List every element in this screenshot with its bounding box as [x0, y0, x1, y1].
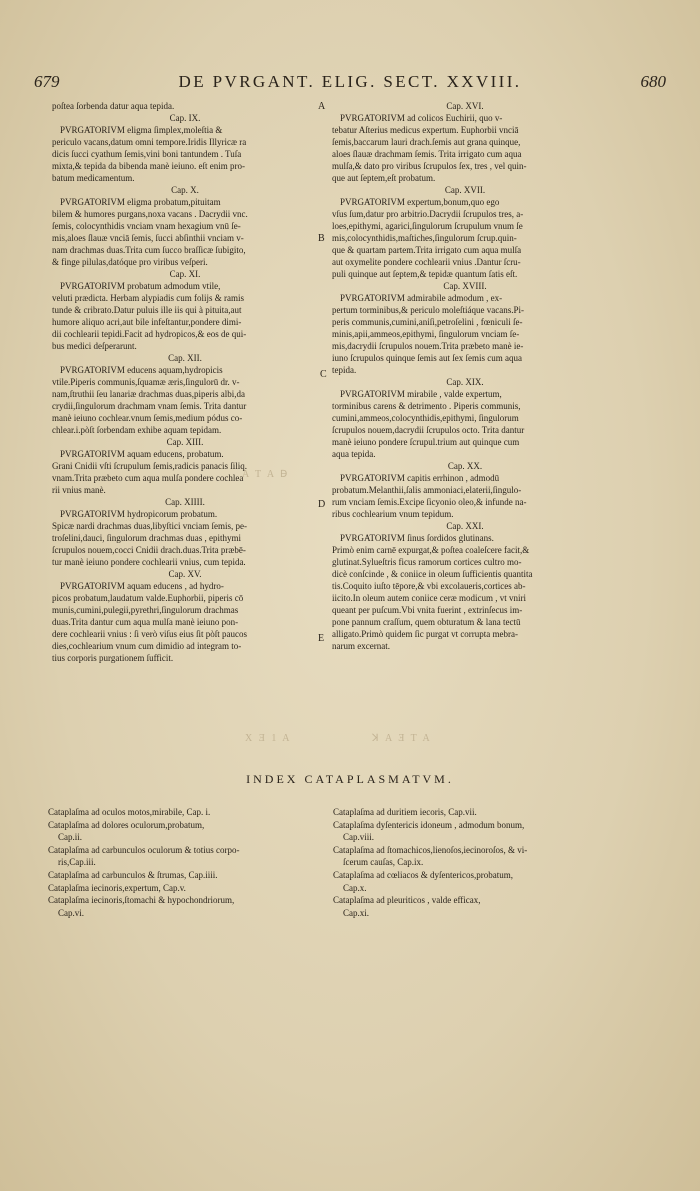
- index-right-column: [333, 806, 595, 919]
- text-line: rii vnius manè.: [52, 485, 106, 495]
- text-line: mis,colocynthidis,maſtiches,ſingulorum ſcrup.quin-: [332, 233, 517, 243]
- chapter-text: [52, 364, 318, 436]
- chapter-block: [52, 352, 318, 436]
- index-entry: Cataplaſma ad cœliacos & dyſentericos,probatum,: [333, 869, 513, 880]
- margin-letter-e: E: [318, 633, 325, 644]
- text-line: bilem & humores purgans,noxa vacans . Dacrydii vnc.: [52, 209, 248, 219]
- chapter-heading: Cap. XXI.: [446, 521, 484, 531]
- index-entry: Cataplaſma ad pleuriticos , valde efficax,: [333, 895, 481, 906]
- text-line: periculo vacans,datum omni tempore.Iridis Illyricæ ra: [52, 137, 247, 147]
- index-entry: Cataplaſma dyſentericis idoneum , admodum bonum,: [333, 819, 525, 830]
- text-line: PVRGATORIVM expertum,bonum,quo ego: [340, 197, 500, 207]
- index-entry: Cataplaſma ad carbunculos oculorum & totius corpo-: [48, 844, 240, 855]
- index-left-column: [48, 806, 310, 919]
- text-line: mixta,& tepida da bibenda manè ieiuno. eſt enim pro-: [52, 161, 245, 171]
- text-line: dicè conſcinde , & coniice in oleum ſufficientis quantita: [332, 569, 533, 579]
- bleed-through-text: A T A Ꟈ: [242, 469, 290, 480]
- chapter-text: [52, 580, 318, 664]
- text-line: munis,cumini,pulegii,pyrethri,ſingulorum drachmas: [52, 605, 239, 615]
- text-line: peris communis,cumini,aniſi,petroſelini , fœniculi ſe-: [332, 317, 523, 327]
- text-line: pertum torminibus,& periculo moleſtiáque vacans.Pi-: [332, 305, 524, 315]
- text-line: iuno ſcrupulos quinque ſemis aut ſex ſemis cum aqua: [332, 353, 522, 363]
- margin-letter-d: D: [318, 499, 326, 510]
- text-line: PVRGATORIVM ſinus ſordidos glutinans.: [340, 533, 494, 543]
- chapter-block: [332, 460, 598, 520]
- text-line: Primò enim carnē expurgat,& poſtea coaleſcere facit,&: [332, 545, 530, 555]
- text-line: narum excernat.: [332, 641, 390, 651]
- text-line: PVRGATORIVM eligma probatum,pituitam: [60, 197, 221, 207]
- text-line: manè ieiuno cochlear.vnum ſemis,medium pódus co-: [52, 413, 243, 423]
- chapter-heading: Cap. XVII.: [444, 185, 486, 195]
- index-entry: Cap.x.: [343, 882, 367, 893]
- text-line: tur manè ieiuno pondere cochlearii vnius, cum tepida.: [52, 557, 246, 567]
- chapter-text: [332, 196, 598, 280]
- chapter-heading: Cap. XX.: [447, 461, 483, 471]
- text-line: ſcrupulos nouem,cocci Cnidii drach.duas.Trita præbē-: [52, 545, 246, 555]
- text-line: cumini,ammeos,colocynthidis,epithymi, ſingulorum: [332, 413, 519, 423]
- index-entry: Cataplaſma ad ſtomachicos,lienoſos,iecinoroſos, & vi-: [333, 844, 528, 855]
- text-line: mis,aloes ſlauæ vnciā ſemis, ſucci abſinthii vnciam v-: [52, 233, 244, 243]
- running-head: DE PVRGANT. ELIG. SECT. XXVIII.: [178, 72, 522, 91]
- text-line: PVRGATORIVM eligma ſimplex,moleſtia &: [60, 125, 223, 135]
- chapter-heading: Cap. XVIII.: [443, 281, 487, 291]
- text-line: pone pannum craſſum, quem obturatum & lana tectū: [332, 617, 521, 627]
- text-line: humore aliquo acri,aut bile infeſtantur,pondere dimi-: [52, 317, 242, 327]
- text-line: vtile.Piperis communis,ſquamæ æris,ſingulorū dr. v-: [52, 377, 240, 387]
- text-line: rum vnciam ſemis.Excipe ſicyonio oleo,& infunde na-: [332, 497, 527, 507]
- chapter-block: [332, 100, 598, 184]
- text-line: ſemis, colocynthidis vnciam vnam hexagium vnū ſe-: [52, 221, 241, 231]
- chapter-block: [52, 496, 318, 568]
- chapter-text: [332, 532, 598, 652]
- text-line: dere cochlearii vnius : ſi verò viſus eius ſit pòſt paucos: [52, 629, 247, 639]
- chapter-heading: Cap. XIII.: [166, 437, 204, 447]
- text-line: que & quartam partem.Trita irrigato cum aqua mulſa: [332, 245, 522, 255]
- chapter-text: [52, 196, 318, 268]
- text-line: alligato.Primò quidem ſic purgat vt corrupta mebra-: [332, 629, 519, 639]
- text-line: duas.Trita dantur cum aqua mulſa manè ieiuno pon-: [52, 617, 239, 627]
- index-title: INDEX CATAPLASMATVM.: [246, 772, 454, 786]
- right-text-column: [332, 100, 598, 652]
- text-line: ribus cochlearium vnum tepidum.: [332, 509, 454, 519]
- right-page-number: 680: [640, 72, 666, 91]
- text-line: aut oxymelite pondere cochlearii vnius .Dantur ſcru-: [332, 257, 521, 267]
- text-line: PVRGATORIVM capitis errhinon , admodū: [340, 473, 500, 483]
- index-entry: Cap.ii.: [58, 832, 82, 843]
- text-line: mis,dacrydii ſcrupulos nouem.Trita præbeto manè ie-: [332, 341, 524, 351]
- text-line: tunde & cribrato.Datur puluis ille iis qui à pituita,aut: [52, 305, 242, 315]
- chapter-block: [52, 112, 318, 184]
- text-line: crydii,ſingulorum drachmam vnam ſemis. Trita dantur: [52, 401, 247, 411]
- text-line: chlear.i.pòſt ſorbendam exhibe aquam tepidam.: [52, 425, 222, 435]
- chapter-heading: Cap. IX.: [169, 113, 201, 123]
- chapter-heading: Cap. XI.: [169, 269, 201, 279]
- text-line: manè ieiuno pondere ſcrupul.trium aut quinque cum: [332, 437, 520, 447]
- text-line: aloes ſlauæ drachmam ſemis. Trita irrigato cum aqua: [332, 149, 522, 159]
- text-line: PVRGATORIVM aquam educens , ad hydro-: [60, 581, 224, 591]
- text-line: veluti prædicta. Herbam alypiadis cum folijs & ramis: [52, 293, 244, 303]
- opening-line: poſtea ſorbenda datur aqua tepida.: [52, 101, 175, 111]
- left-text-column: [52, 100, 318, 664]
- text-line: ſemis,baccarum lauri drach.ſemis aut grana quinque,: [332, 137, 521, 147]
- text-line: dicis ſucci cyathum ſemis,vini boni tantundem . Tuſa: [52, 149, 242, 159]
- margin-letter-b: B: [318, 233, 325, 244]
- chapter-text: [332, 472, 598, 520]
- text-line: PVRGATORIVM hydropicorum probatum.: [60, 509, 218, 519]
- chapter-heading: Cap. XVI.: [446, 101, 484, 111]
- text-line: dii cochlearii tepidi.Facit ad hydropicos,& eos de qui-: [52, 329, 247, 339]
- text-line: batum medicamentum.: [52, 173, 135, 183]
- chapter-block: [332, 184, 598, 280]
- index-entry: Cataplaſma iecinoris,ſtomachi & hypochondriorum,: [48, 895, 235, 906]
- chapter-text: [52, 448, 318, 496]
- index-entry: Cap.viii.: [343, 832, 374, 843]
- chapter-block: [52, 268, 318, 352]
- chapter-heading: Cap. X.: [171, 185, 199, 195]
- text-line: que aut ſeptem,eſt probatum.: [332, 173, 436, 183]
- text-line: torminibus carens & detrimento . Piperis communis,: [332, 401, 521, 411]
- chapter-heading: Cap. XIIII.: [165, 497, 205, 507]
- chapter-text: [52, 124, 318, 184]
- index-entry: Cataplaſma ad carbunculos & ſtrumas, Cap.iiii.: [48, 869, 218, 880]
- bleed-through-text: X Ǝ 1 A: [245, 733, 292, 744]
- text-line: iicito.In oleum autem coniice ceræ modicum , vt vniri: [332, 593, 526, 603]
- text-line: tis.Coquito iuſto tēpore,& vbi excolaueris,cortices ab-: [332, 581, 526, 591]
- chapter-heading: Cap. XV.: [168, 569, 202, 579]
- index-entry: Cap.vi.: [58, 907, 84, 918]
- text-line: bus medici deſperarunt.: [52, 341, 137, 351]
- chapter-text: [52, 280, 318, 352]
- text-line: loes,epithymi, agarici,ſingulorum ſcrupulum vnum ſe: [332, 221, 523, 231]
- margin-letter-a: A: [318, 101, 326, 112]
- text-line: troſelini,dauci, ſingulorum drachmas duas , epithymi: [52, 533, 241, 543]
- index-entry: Cataplaſma ad duritiem iecoris, Cap.vii.: [333, 807, 477, 817]
- text-line: picos probatum,laudatum valde.Euphorbii, piperis cō: [52, 593, 244, 603]
- chapter-text: [52, 508, 318, 568]
- chapter-text: [332, 112, 598, 184]
- text-line: & finge pilulas,datóque pro viribus veſperi.: [52, 257, 208, 267]
- text-line: probatum.Melanthii,ſalis ammoniaci,elaterii,ſingulo-: [332, 485, 522, 495]
- text-line: mulſa,& dato pro viribus ſcrupulos ſex, tres , vel quin-: [332, 161, 527, 171]
- margin-letter-c: C: [320, 369, 327, 380]
- chapter-heading: Cap. XII.: [168, 353, 202, 363]
- chapter-block: [332, 520, 598, 652]
- index-entry: Cap.xi.: [343, 907, 369, 918]
- text-line: tepida.: [332, 365, 357, 375]
- text-line: vnam.Trita præbeto cum aqua mulſa pondere cochlea: [52, 473, 244, 483]
- text-line: PVRGATORIVM admirabile admodum , ex-: [340, 293, 503, 303]
- left-page-number: 679: [34, 72, 60, 91]
- text-line: PVRGATORIVM educens aquam,hydropicis: [60, 365, 223, 375]
- chapter-text: [332, 292, 598, 376]
- chapter-text: [332, 388, 598, 460]
- index-entry: Cataplaſma ad oculos motos,mirabile, Cap. i.: [48, 807, 211, 817]
- page-header: [30, 72, 670, 96]
- text-line: nam,ſtruthii ſeu lanariæ drachmas duas,piperis albi,da: [52, 389, 245, 399]
- text-line: Grani Cnidii vſti ſcrupulum ſemis,radicis panacis ſiliq.: [52, 461, 247, 471]
- text-line: dies,cochlearium vnum cum dimidio ad integram to-: [52, 641, 242, 651]
- text-line: glutinat.Sylueſtris ficus ramorum cortices cultro mo-: [332, 557, 522, 567]
- text-line: nam drachmas duas.Trita cum ſucco braſſicæ ſubigito,: [52, 245, 246, 255]
- chapter-block: [332, 376, 598, 460]
- text-line: PVRGATORIVM ad colicos Euchirii, quo v-: [340, 113, 503, 123]
- text-line: PVRGATORIVM mirabile , valde expertum,: [340, 389, 502, 399]
- text-line: ſcrupulos nouem,dacrydii ſcrupulos octo. Trita dantur: [332, 425, 525, 435]
- chapter-block: [332, 280, 598, 376]
- chapter-block: [52, 184, 318, 268]
- text-line: puli quinque aut ſeptem,& tepidæ quantum ſatis eſt.: [332, 269, 518, 279]
- text-line: PVRGATORIVM probatum admodum vtile,: [60, 281, 221, 291]
- text-line: aqua tepida.: [332, 449, 376, 459]
- chapter-block: [52, 568, 318, 664]
- index-entry: Cataplaſma iecinoris,expertum, Cap.v.: [48, 882, 186, 893]
- chapter-heading: Cap. XIX.: [446, 377, 484, 387]
- text-line: PVRGATORIVM aquam educens, probatum.: [60, 449, 224, 459]
- text-line: vſus ſum,datur pro arbitrio.Dacrydii ſcrupulos tres, a-: [332, 209, 524, 219]
- index-entry: ſcerum cauſas, Cap.ix.: [343, 857, 424, 868]
- index-entry: ris,Cap.iii.: [58, 857, 96, 868]
- text-line: Spicæ nardi drachmas duas,libyſtici vnciam ſemis, pe-: [52, 521, 247, 531]
- text-line: minis,apii,ammeos,epithymi, ſingulorum vnciam ſe-: [332, 329, 520, 339]
- text-line: tebatur Aſterius medicus expertum. Euphorbii vnciā: [332, 125, 519, 135]
- text-line: tius corporis purgationem ſufficit.: [52, 653, 174, 663]
- chapter-block: [52, 436, 318, 496]
- text-line: queant per puſcum.Vbi vnita fuerint , extrinſecus im-: [332, 605, 523, 615]
- bleed-through-text: ꓘ A Ǝ T A: [372, 733, 432, 744]
- index-entry: Cataplaſma ad dolores oculorum,probatum,: [48, 819, 205, 830]
